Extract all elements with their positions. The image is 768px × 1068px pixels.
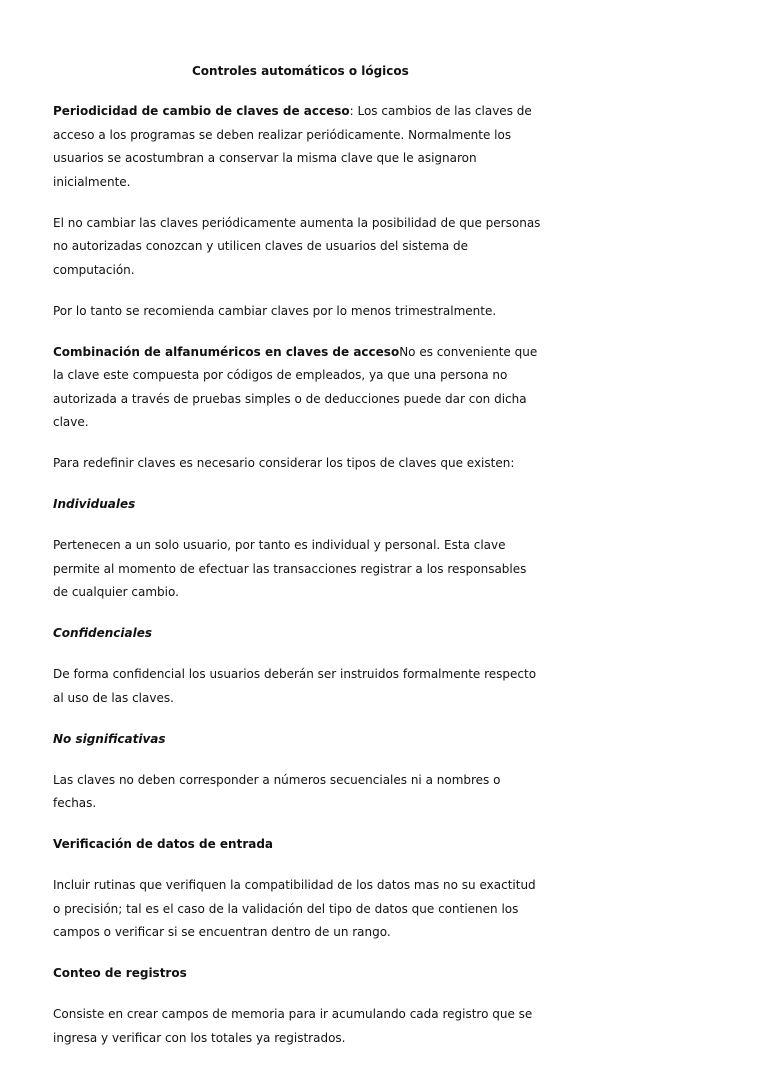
document-page [53, 60, 543, 1068]
paragraph-conteo: Consiste en crear campos de memoria para ir acumulando cada registro que se ingresa y verificar con los totales ya registrados. [53, 1007, 533, 1045]
paragraph-verificacion: Incluir rutinas que verifiquen la compatibilidad de los datos mas no su exactitud o precisión; tal es el caso de la validación del tipo de datos que contienen los campos o verificar si se encuentran dentro de un rango. [53, 878, 536, 939]
paragraph-combinacion [53, 341, 543, 435]
heading-conteo: Conteo de registros [53, 966, 187, 980]
paragraph-periodicidad [53, 100, 543, 194]
paragraph-recomendacion: Por lo tanto se recomienda cambiar claves por lo menos trimestralmente. [53, 303, 497, 318]
text-periodicidad: : Los cambios de las claves de acceso a los programas se deben realizar periódicamente. Normalmente los usuarios se acostumbran a conservar la misma clave que le asignaron inicialmente. [53, 104, 532, 189]
heading-verificacion: Verificación de datos de entrada [53, 837, 274, 851]
lead-combinacion: Combinación de alfanuméricos en claves de acceso [53, 344, 400, 359]
heading-individuales: Individuales [53, 497, 136, 511]
paragraph-individuales: Pertenecen a un solo usuario, por tanto es individual y personal. Esta clave permite al momento de efectuar las transacciones registrar a los responsables de cualquier cambio. [53, 538, 527, 599]
paragraph-confidenciales: De forma confidencial los usuarios deberán ser instruidos formalmente respecto al uso de las claves. [53, 667, 537, 705]
text-combinacion: No es conveniente que la clave este compuesta por códigos de empleados, ya que una persona no autorizada a través de pruebas simples o de deducciones puede dar con dicha clave. [53, 344, 538, 429]
paragraph-no-significativas: Las claves no deben corresponder a números secuenciales ni a nombres o fechas. [53, 772, 501, 810]
paragraph-redefinir: Para redefinir claves es necesario considerar los tipos de claves que existen: [53, 456, 515, 470]
heading-no-significativas: No significativas [53, 731, 166, 746]
lead-periodicidad: Periodicidad de cambio de claves de acceso [53, 104, 350, 118]
heading-confidenciales: Confidenciales [53, 626, 153, 640]
paragraph-no-cambiar: El no cambiar las claves periódicamente aumenta la posibilidad de que personas no autorizadas conozcan y utilicen claves de usuarios del sistema de computación. [53, 215, 541, 277]
document-title: Controles automáticos o lógicos [192, 64, 409, 78]
